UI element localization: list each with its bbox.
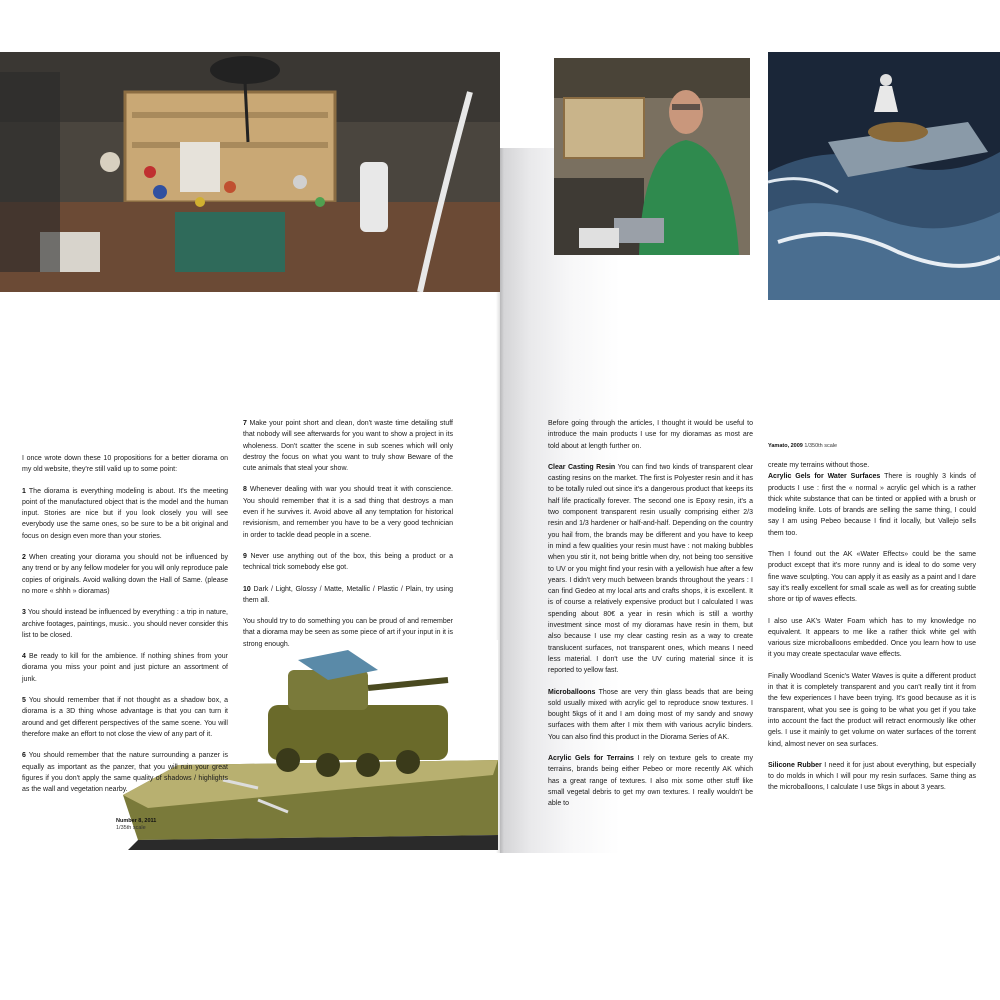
section-text: I rely on texture gels to create my terrains, brands being either Pebeo or more recently AK which has a great range of textures. I also mix some other stuff like small vegetal debris to get my own textures. I really wouldn't be able to: [548, 755, 753, 808]
left-column-1: [22, 453, 228, 805]
yamato-diorama-photo: [768, 52, 1000, 300]
right-column-1: [548, 418, 753, 820]
section-heading: Acrylic Gels for Terrains: [548, 755, 634, 763]
proposition-5: [22, 695, 228, 740]
tank-caption-title: Number 8, 2011: [116, 818, 157, 824]
proposition-text: Never use anything out of the box, this being a product or a technical trick somebody else got.: [243, 552, 454, 572]
right-column-2: [768, 460, 976, 804]
left-column-2: [243, 418, 453, 660]
proposition-text: You should remember that if not thought as a shadow box, a diorama is a 3D thing whose advantage is that you can turn it around and get different perspectives of the same scene. You will therefore make an effort to not close the view of any part of it.: [22, 697, 228, 738]
proposition-text: Make your point short and clean, don't waste time detailing stuff that nobody will see afterwards for you want to show a project in its wholeness. Don't scatter the scene in sub scenes which will only destroy the focus on what you want to truly show Beware of the cute animals that steal your show.: [243, 420, 453, 473]
intro-paragraph: I once wrote down these 10 propositions for a better diorama on my old website, they're still valid up to some point:: [22, 455, 228, 474]
proposition-text: The diorama is everything modeling is about. It's the meeting point of the manufactured object that is the model and the human input. Stories are nice but if you look closely you will see everybody use the same ones, so be sure to be a bit original and focus on design even more than your stories.: [22, 487, 228, 540]
proposition-text: You should instead be influenced by everything : a trip in nature, archive footages, paintings, music.. you should never consider this list to be closed.: [22, 609, 228, 639]
proposition-9: [243, 551, 453, 574]
proposition-8: [243, 484, 453, 540]
proposition-number: 4: [22, 653, 26, 661]
continuation-text: create my terrains without those.: [768, 462, 870, 469]
proposition-number: 9: [243, 552, 247, 560]
proposition-2: [22, 552, 228, 597]
proposition-10: [243, 584, 453, 607]
proposition-number: 10: [243, 585, 251, 593]
proposition-text: Be ready to kill for the ambience. If nothing shines from your diorama you miss your point and just picture an assortment of junk.: [22, 653, 228, 683]
proposition-text: Whenever dealing with war you should treat it with conscience. You should remember that it is a sad thing that destroys a man even if he survives it. Avoid above all any temptation for historical revisionism, and remember you have to be a very good technician in order to tackle dead people in a scene.: [243, 486, 453, 539]
portrait-photo: [554, 58, 750, 255]
closing-paragraph: You should try to do something you can be proud of and remember that a diorama may be seen as some piece of art if your input in it is strong enough.: [243, 618, 453, 648]
workbench-illustration: [0, 52, 500, 292]
section-heading: Clear Casting Resin: [548, 463, 616, 471]
proposition-text: You should remember that the nature surrounding a panzer is equally as important as the panzer, that you will ruin your great figures if you don't apply the same quality of shadows / highlights as the wall and vegetation nearby.: [22, 752, 228, 794]
proposition-text: Dark / Light, Glossy / Matte, Metallic / Plastic / Plain, try using them all.: [243, 585, 453, 604]
section-microballoons: [548, 687, 753, 743]
proposition-3: [22, 607, 228, 641]
proposition-number: 2: [22, 554, 26, 562]
proposition-number: 3: [22, 609, 26, 617]
workbench-photo: [0, 52, 500, 292]
section-text: Those are very thin glass beads that are being sold usually mixed with acrylic gel to reproduce snow textures. I bought 5kgs of it and I am doing most of my sandy and snowy surfaces with them after I mix them with various acrylic binders. You can also find this product in the Diorama Series of AK.: [548, 688, 753, 741]
proposition-number: 5: [22, 697, 26, 705]
proposition-text: When creating your diorama you should not be influenced by any trend or by any fellow modeler for you will only reproduce pale copies of originals. Avoid walking down the Hall of Same. (please no more « shhh » dioramas): [22, 554, 228, 595]
section-text: You can find two kinds of transparent clear casting resins on the market. The first is Polyester resin and it has to be totally ruled out since it's a dangerous product that keeps its half life practically forever. The second one is Epoxy resin, it's a two component transparent resin usually comprising either 2/3 resin and 1/3 hardener or half-and-half. Depending on the country you hail from, the brands may be different and you have to keep in mind a few qualities your resin must have : not making bubbles when you stir it, not being brittle when dry, not being too sensitive to UV or you might find your resin with a yellowish hue after a few years. I didn't very much between brands throughout the years : I can find Gedeo at my local arts and crafts shops, it is excellent. It is of course a relatively expensive product but I calculated I was spending about 80€ a year in resin which is still a worthy investment since most of my dioramas have resin in them, but also because I use my clear casting resin as a way to create translucent surfaces, not transparent ones, which means I need less material. I don't use the UV curing material since it is reported to yellow fast.: [548, 463, 753, 675]
yamato-caption-title: Yamato, 2009: [768, 443, 803, 449]
tank-caption: [116, 818, 156, 832]
proposition-6: [22, 750, 228, 795]
section-text: There is roughly 3 kinds of products I use : first the « normal » acrylic gel which is a rather thick white substance that can be tinted or applied with a brush or modeling knife. Lots of brands are selling the same thing, I could say I am using Pebeo because I find it locally, but Vallejo sells them too.: [768, 473, 976, 537]
tank-caption-scale: 1/35th scale: [116, 825, 146, 831]
section-heading: Acrylic Gels for Water Surfaces: [768, 473, 881, 481]
proposition-number: 8: [243, 486, 247, 494]
section-heading: Silicone Rubber: [768, 761, 822, 769]
portrait-illustration: [554, 58, 750, 255]
water-foam-paragraph: I also use AK's Water Foam which has to my knowledge no equivalent. It appears to me like a rather thick white gel with various size microballoons embedded. Once you learn how to use it you may create spectacular wave effects.: [768, 617, 976, 659]
section-silicone-rubber: [768, 760, 976, 794]
section-acrylic-gels-terrains: [548, 753, 753, 809]
section-clear-casting-resin: [548, 462, 753, 677]
water-effects-paragraph: Then I found out the AK «Water Effects» could be the same product except that it's more runny and is ideal to do some very fine wave sculpting. You can apply it as easily as a paint and I dare say it's really excellent for small scale as well as for creating subtle shore or tip of waves effects.: [768, 551, 976, 604]
section-acrylic-gels-water: [768, 460, 976, 539]
section-heading: Microballoons: [548, 688, 596, 696]
proposition-4: [22, 651, 228, 685]
water-waves-paragraph: Finally Woodland Scenic's Water Waves is quite a different product in that it is completely transparent and you can't really tint it from the few experiences I have been trying. It's good because as it is transparent, what you see is going to be what you get if you take into account the fact the product will retract enormously like other gels. I use it mainly to get volume on water surfaces of the torrent kind, almost never on sea surfaces.: [768, 672, 976, 748]
proposition-number: 1: [22, 487, 26, 495]
proposition-7: [243, 418, 453, 474]
proposition-number: 6: [22, 752, 26, 760]
yamato-caption-scale: 1/350th scale: [804, 443, 838, 449]
proposition-1: [22, 486, 228, 542]
products-intro: Before going through the articles, I thought it would be useful to introduce the main products I use for my dioramas as most are told about at length further on.: [548, 420, 753, 450]
yamato-caption: [768, 443, 837, 450]
yamato-illustration: [768, 52, 1000, 300]
proposition-number: 7: [243, 420, 247, 427]
section-text: I need it for just about everything, but especially to do molds in which I will pour my resin surfaces. Same thing as the microballoons, I calculate I use 5kgs in about 3 years.: [768, 761, 976, 792]
